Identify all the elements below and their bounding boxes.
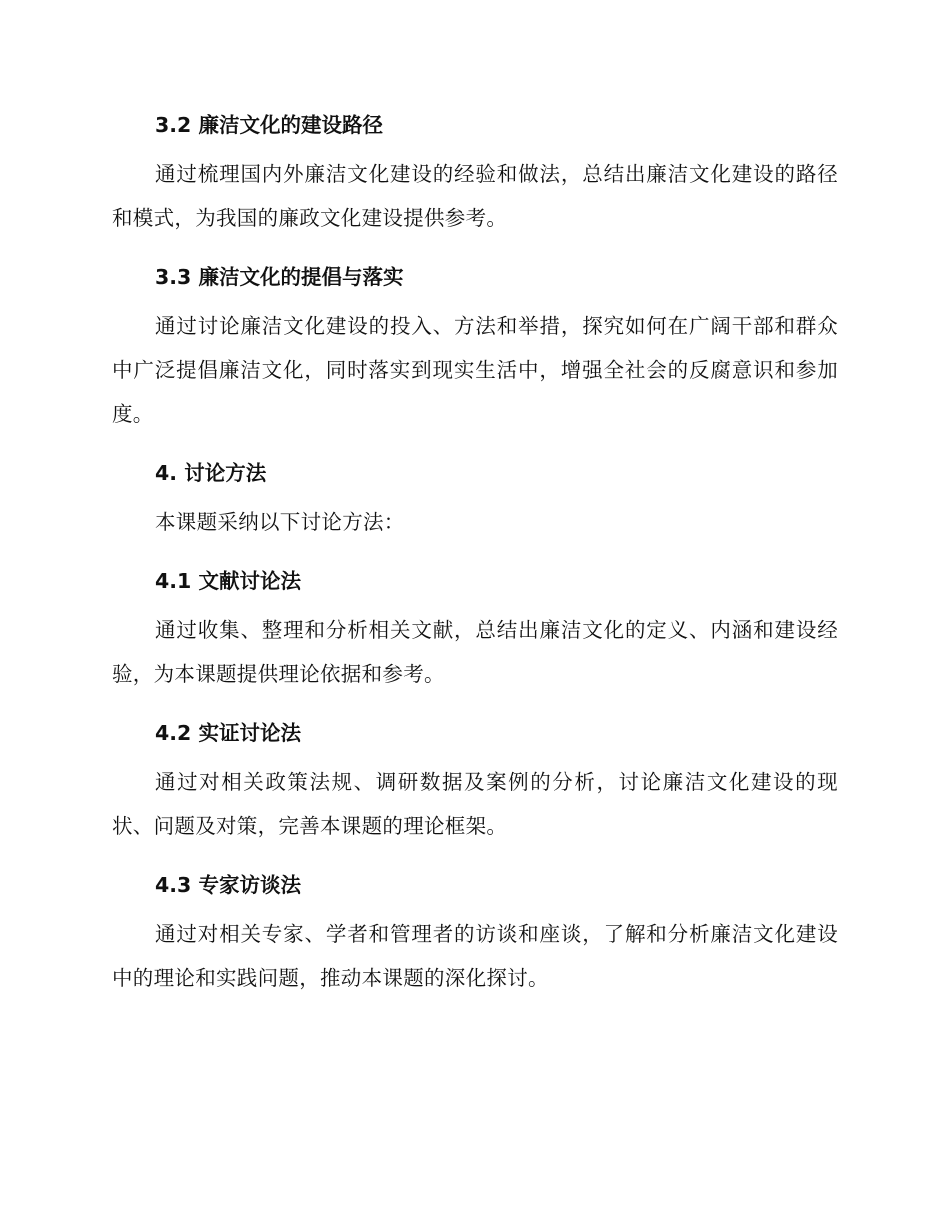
paragraph-4-1: 通过收集、整理和分析相关文献，总结出廉洁文化的定义、内涵和建设经验，为本课题提供理论依据和参考。: [112, 618, 838, 686]
section-heading-4-1: 4.1 文献讨论法: [155, 569, 301, 593]
paragraph-3-2: 通过梳理国内外廉洁文化建设的经验和做法，总结出廉洁文化建设的路径和模式，为我国的廉政文化建设提供参考。: [112, 162, 838, 230]
section-heading-3-2: 3.2 廉洁文化的建设路径: [155, 113, 383, 137]
paragraph-4-3: 通过对相关专家、学者和管理者的访谈和座谈，了解和分析廉洁文化建设中的理论和实践问题，推动本课题的深化探讨。: [112, 922, 838, 990]
paragraph-4-intro: 本课题采纳以下讨论方法：: [155, 510, 405, 534]
section-heading-4: 4. 讨论方法: [155, 461, 267, 485]
paragraph-4-2: 通过对相关政策法规、调研数据及案例的分析，讨论廉洁文化建设的现状、问题及对策，完善本课题的理论框架。: [112, 770, 838, 838]
section-heading-4-2: 4.2 实证讨论法: [155, 721, 301, 745]
section-heading-4-3: 4.3 专家访谈法: [155, 873, 301, 897]
paragraph-3-3: 通过讨论廉洁文化建设的投入、方法和举措，探究如何在广阔干部和群众中广泛提倡廉洁文化，同时落实到现实生活中，增强全社会的反腐意识和参加度。: [112, 314, 838, 426]
section-heading-3-3: 3.3 廉洁文化的提倡与落实: [155, 265, 404, 289]
